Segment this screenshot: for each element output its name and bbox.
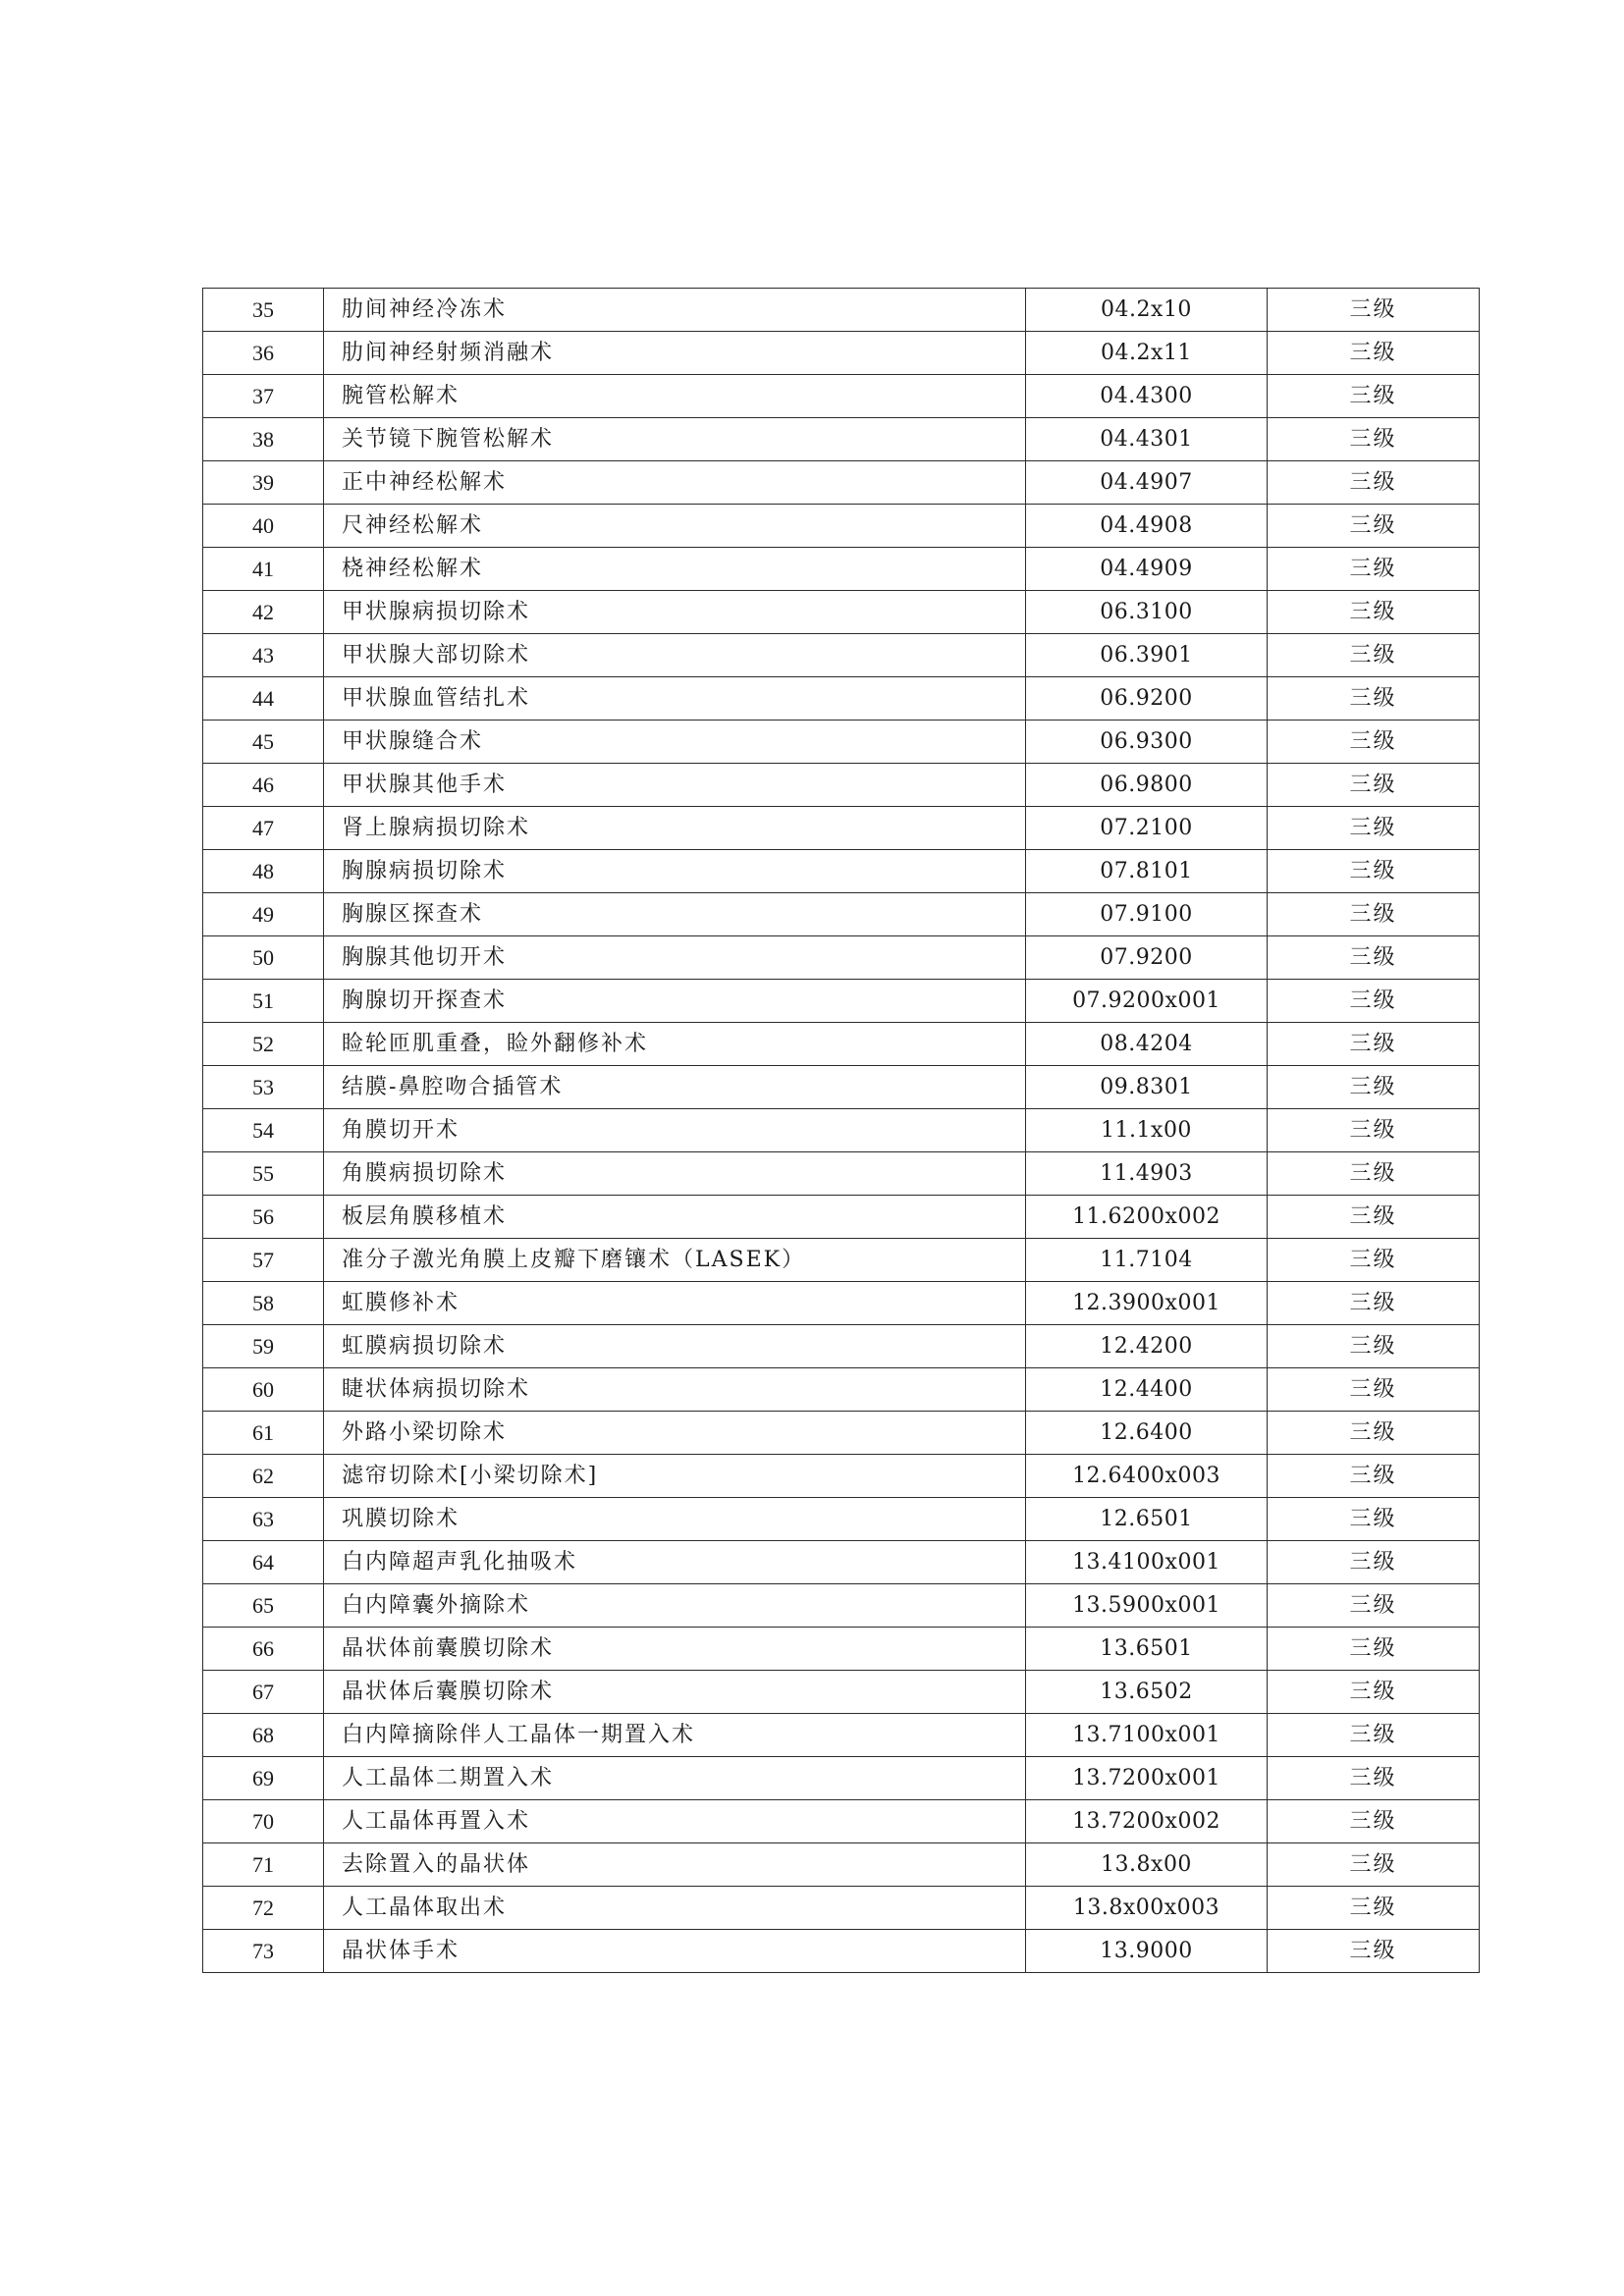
table-row bbox=[203, 1455, 1480, 1498]
procedure-name-cell: 肋间神经冷冻术 bbox=[324, 289, 1026, 332]
surgery-level-cell: 三级 bbox=[1268, 548, 1480, 591]
table-row bbox=[203, 1412, 1480, 1455]
surgery-level-cell: 三级 bbox=[1268, 461, 1480, 505]
surgery-level-cell: 三级 bbox=[1268, 980, 1480, 1023]
procedure-code-cell: 07.9200x001 bbox=[1026, 980, 1268, 1023]
surgery-level-cell: 三级 bbox=[1268, 1109, 1480, 1152]
table-row bbox=[203, 936, 1480, 980]
surgery-level-cell: 三级 bbox=[1268, 721, 1480, 764]
surgery-level-cell: 三级 bbox=[1268, 1066, 1480, 1109]
table-row bbox=[203, 1325, 1480, 1368]
surgery-level-cell: 三级 bbox=[1268, 1714, 1480, 1757]
procedure-code-cell: 08.4204 bbox=[1026, 1023, 1268, 1066]
table-row bbox=[203, 591, 1480, 634]
procedure-name-cell: 关节镜下腕管松解术 bbox=[324, 418, 1026, 461]
table-row bbox=[203, 893, 1480, 936]
surgery-level-cell: 三级 bbox=[1268, 677, 1480, 721]
procedure-code-cell: 11.7104 bbox=[1026, 1239, 1268, 1282]
procedure-name-cell: 正中神经松解术 bbox=[324, 461, 1026, 505]
surgery-level-cell: 三级 bbox=[1268, 1541, 1480, 1584]
procedure-name-cell: 胸腺病损切除术 bbox=[324, 850, 1026, 893]
table-row bbox=[203, 1671, 1480, 1714]
procedure-code-cell: 12.3900x001 bbox=[1026, 1282, 1268, 1325]
table-row bbox=[203, 850, 1480, 893]
procedure-code-cell: 07.8101 bbox=[1026, 850, 1268, 893]
table-row bbox=[203, 1196, 1480, 1239]
surgery-level-cell: 三级 bbox=[1268, 1282, 1480, 1325]
surgery-level-cell: 三级 bbox=[1268, 850, 1480, 893]
procedure-name-cell: 人工晶体取出术 bbox=[324, 1887, 1026, 1930]
table-row bbox=[203, 807, 1480, 850]
procedure-name-cell: 甲状腺血管结扎术 bbox=[324, 677, 1026, 721]
procedure-code-cell: 12.4400 bbox=[1026, 1368, 1268, 1412]
table-row bbox=[203, 289, 1480, 332]
procedure-name-cell: 人工晶体再置入术 bbox=[324, 1800, 1026, 1843]
procedure-code-cell: 13.9000 bbox=[1026, 1930, 1268, 1973]
surgery-level-cell: 三级 bbox=[1268, 1843, 1480, 1887]
procedure-name-cell: 板层角膜移植术 bbox=[324, 1196, 1026, 1239]
procedure-name-cell: 人工晶体二期置入术 bbox=[324, 1757, 1026, 1800]
surgery-level-cell: 三级 bbox=[1268, 1239, 1480, 1282]
procedure-code-cell: 07.9200 bbox=[1026, 936, 1268, 980]
row-number-cell: 67 bbox=[203, 1671, 324, 1714]
surgery-level-cell: 三级 bbox=[1268, 764, 1480, 807]
procedure-table-body bbox=[203, 289, 1480, 1973]
procedure-code-cell: 07.2100 bbox=[1026, 807, 1268, 850]
table-row bbox=[203, 1498, 1480, 1541]
surgery-level-cell: 三级 bbox=[1268, 1196, 1480, 1239]
table-row bbox=[203, 1152, 1480, 1196]
procedure-code-cell: 13.7200x001 bbox=[1026, 1757, 1268, 1800]
table-row bbox=[203, 721, 1480, 764]
procedure-code-cell: 12.4200 bbox=[1026, 1325, 1268, 1368]
table-row bbox=[203, 1282, 1480, 1325]
procedure-code-cell: 13.5900x001 bbox=[1026, 1584, 1268, 1628]
surgery-level-cell: 三级 bbox=[1268, 893, 1480, 936]
procedure-code-cell: 12.6501 bbox=[1026, 1498, 1268, 1541]
surgery-level-cell: 三级 bbox=[1268, 505, 1480, 548]
row-number-cell: 38 bbox=[203, 418, 324, 461]
procedure-code-cell: 13.6502 bbox=[1026, 1671, 1268, 1714]
row-number-cell: 66 bbox=[203, 1628, 324, 1671]
procedure-name-cell: 甲状腺病损切除术 bbox=[324, 591, 1026, 634]
procedure-name-cell: 虹膜修补术 bbox=[324, 1282, 1026, 1325]
surgery-level-cell: 三级 bbox=[1268, 634, 1480, 677]
row-number-cell: 62 bbox=[203, 1455, 324, 1498]
surgery-level-cell: 三级 bbox=[1268, 1325, 1480, 1368]
procedure-name-cell: 肾上腺病损切除术 bbox=[324, 807, 1026, 850]
procedure-table bbox=[202, 288, 1480, 1973]
procedure-name-cell: 晶状体后囊膜切除术 bbox=[324, 1671, 1026, 1714]
surgery-level-cell: 三级 bbox=[1268, 591, 1480, 634]
procedure-code-cell: 04.4908 bbox=[1026, 505, 1268, 548]
table-row bbox=[203, 1066, 1480, 1109]
row-number-cell: 50 bbox=[203, 936, 324, 980]
procedure-code-cell: 13.8x00 bbox=[1026, 1843, 1268, 1887]
procedure-name-cell: 睫状体病损切除术 bbox=[324, 1368, 1026, 1412]
procedure-code-cell: 13.6501 bbox=[1026, 1628, 1268, 1671]
procedure-name-cell: 白内障摘除伴人工晶体一期置入术 bbox=[324, 1714, 1026, 1757]
procedure-name-cell: 睑轮匝肌重叠，睑外翻修补术 bbox=[324, 1023, 1026, 1066]
procedure-code-cell: 04.4907 bbox=[1026, 461, 1268, 505]
row-number-cell: 35 bbox=[203, 289, 324, 332]
procedure-name-cell: 晶状体前囊膜切除术 bbox=[324, 1628, 1026, 1671]
table-row bbox=[203, 1843, 1480, 1887]
table-row bbox=[203, 418, 1480, 461]
row-number-cell: 36 bbox=[203, 332, 324, 375]
procedure-code-cell: 04.4301 bbox=[1026, 418, 1268, 461]
row-number-cell: 37 bbox=[203, 375, 324, 418]
procedure-code-cell: 06.9200 bbox=[1026, 677, 1268, 721]
procedure-code-cell: 04.2x11 bbox=[1026, 332, 1268, 375]
procedure-code-cell: 04.2x10 bbox=[1026, 289, 1268, 332]
surgery-level-cell: 三级 bbox=[1268, 1671, 1480, 1714]
table-row bbox=[203, 1368, 1480, 1412]
row-number-cell: 68 bbox=[203, 1714, 324, 1757]
table-row bbox=[203, 1628, 1480, 1671]
surgery-level-cell: 三级 bbox=[1268, 418, 1480, 461]
procedure-name-cell: 胸腺区探查术 bbox=[324, 893, 1026, 936]
table-row bbox=[203, 764, 1480, 807]
procedure-name-cell: 腕管松解术 bbox=[324, 375, 1026, 418]
surgery-level-cell: 三级 bbox=[1268, 1887, 1480, 1930]
table-row bbox=[203, 1757, 1480, 1800]
row-number-cell: 64 bbox=[203, 1541, 324, 1584]
procedure-code-cell: 06.9800 bbox=[1026, 764, 1268, 807]
procedure-name-cell: 滤帘切除术[小梁切除术] bbox=[324, 1455, 1026, 1498]
procedure-name-cell: 肋间神经射频消融术 bbox=[324, 332, 1026, 375]
surgery-level-cell: 三级 bbox=[1268, 1368, 1480, 1412]
surgery-level-cell: 三级 bbox=[1268, 1757, 1480, 1800]
procedure-code-cell: 04.4909 bbox=[1026, 548, 1268, 591]
table-row bbox=[203, 1239, 1480, 1282]
table-row bbox=[203, 1109, 1480, 1152]
surgery-level-cell: 三级 bbox=[1268, 332, 1480, 375]
surgery-level-cell: 三级 bbox=[1268, 1930, 1480, 1973]
surgery-level-cell: 三级 bbox=[1268, 1152, 1480, 1196]
surgery-level-cell: 三级 bbox=[1268, 1023, 1480, 1066]
table-row bbox=[203, 634, 1480, 677]
procedure-name-cell: 胸腺切开探查术 bbox=[324, 980, 1026, 1023]
procedure-name-cell: 外路小梁切除术 bbox=[324, 1412, 1026, 1455]
procedure-code-cell: 11.1x00 bbox=[1026, 1109, 1268, 1152]
procedure-code-cell: 09.8301 bbox=[1026, 1066, 1268, 1109]
row-number-cell: 47 bbox=[203, 807, 324, 850]
procedure-name-cell: 虹膜病损切除术 bbox=[324, 1325, 1026, 1368]
table-row bbox=[203, 548, 1480, 591]
procedure-code-cell: 06.9300 bbox=[1026, 721, 1268, 764]
procedure-name-cell: 白内障囊外摘除术 bbox=[324, 1584, 1026, 1628]
table-row bbox=[203, 1800, 1480, 1843]
row-number-cell: 61 bbox=[203, 1412, 324, 1455]
row-number-cell: 40 bbox=[203, 505, 324, 548]
table-row bbox=[203, 332, 1480, 375]
procedure-name-cell: 角膜切开术 bbox=[324, 1109, 1026, 1152]
procedure-code-cell: 11.6200x002 bbox=[1026, 1196, 1268, 1239]
procedure-code-cell: 13.7100x001 bbox=[1026, 1714, 1268, 1757]
row-number-cell: 43 bbox=[203, 634, 324, 677]
row-number-cell: 41 bbox=[203, 548, 324, 591]
procedure-name-cell: 胸腺其他切开术 bbox=[324, 936, 1026, 980]
surgery-level-cell: 三级 bbox=[1268, 375, 1480, 418]
table-row bbox=[203, 1541, 1480, 1584]
row-number-cell: 48 bbox=[203, 850, 324, 893]
procedure-name-cell: 角膜病损切除术 bbox=[324, 1152, 1026, 1196]
row-number-cell: 72 bbox=[203, 1887, 324, 1930]
row-number-cell: 57 bbox=[203, 1239, 324, 1282]
row-number-cell: 45 bbox=[203, 721, 324, 764]
procedure-code-cell: 06.3901 bbox=[1026, 634, 1268, 677]
row-number-cell: 49 bbox=[203, 893, 324, 936]
procedure-code-cell: 06.3100 bbox=[1026, 591, 1268, 634]
procedure-code-cell: 12.6400x003 bbox=[1026, 1455, 1268, 1498]
row-number-cell: 59 bbox=[203, 1325, 324, 1368]
procedure-name-cell: 甲状腺其他手术 bbox=[324, 764, 1026, 807]
table-row bbox=[203, 375, 1480, 418]
row-number-cell: 39 bbox=[203, 461, 324, 505]
procedure-code-cell: 12.6400 bbox=[1026, 1412, 1268, 1455]
row-number-cell: 54 bbox=[203, 1109, 324, 1152]
procedure-name-cell: 去除置入的晶状体 bbox=[324, 1843, 1026, 1887]
surgery-level-cell: 三级 bbox=[1268, 1498, 1480, 1541]
procedure-code-cell: 04.4300 bbox=[1026, 375, 1268, 418]
surgery-level-cell: 三级 bbox=[1268, 807, 1480, 850]
table-row bbox=[203, 677, 1480, 721]
table-row bbox=[203, 1584, 1480, 1628]
surgery-level-cell: 三级 bbox=[1268, 1455, 1480, 1498]
table-row bbox=[203, 505, 1480, 548]
row-number-cell: 70 bbox=[203, 1800, 324, 1843]
row-number-cell: 53 bbox=[203, 1066, 324, 1109]
procedure-name-cell: 结膜-鼻腔吻合插管术 bbox=[324, 1066, 1026, 1109]
row-number-cell: 73 bbox=[203, 1930, 324, 1973]
table-row bbox=[203, 1930, 1480, 1973]
row-number-cell: 71 bbox=[203, 1843, 324, 1887]
table-row bbox=[203, 1714, 1480, 1757]
row-number-cell: 42 bbox=[203, 591, 324, 634]
table-row bbox=[203, 1887, 1480, 1930]
row-number-cell: 63 bbox=[203, 1498, 324, 1541]
surgery-level-cell: 三级 bbox=[1268, 936, 1480, 980]
row-number-cell: 44 bbox=[203, 677, 324, 721]
surgery-level-cell: 三级 bbox=[1268, 1628, 1480, 1671]
surgery-level-cell: 三级 bbox=[1268, 1584, 1480, 1628]
procedure-name-cell: 桡神经松解术 bbox=[324, 548, 1026, 591]
surgery-level-cell: 三级 bbox=[1268, 289, 1480, 332]
row-number-cell: 51 bbox=[203, 980, 324, 1023]
row-number-cell: 46 bbox=[203, 764, 324, 807]
row-number-cell: 65 bbox=[203, 1584, 324, 1628]
procedure-name-cell: 甲状腺大部切除术 bbox=[324, 634, 1026, 677]
procedure-name-cell: 巩膜切除术 bbox=[324, 1498, 1026, 1541]
table-row bbox=[203, 461, 1480, 505]
row-number-cell: 56 bbox=[203, 1196, 324, 1239]
row-number-cell: 52 bbox=[203, 1023, 324, 1066]
procedure-name-cell: 尺神经松解术 bbox=[324, 505, 1026, 548]
procedure-name-cell: 白内障超声乳化抽吸术 bbox=[324, 1541, 1026, 1584]
row-number-cell: 69 bbox=[203, 1757, 324, 1800]
row-number-cell: 58 bbox=[203, 1282, 324, 1325]
row-number-cell: 60 bbox=[203, 1368, 324, 1412]
table-row bbox=[203, 1023, 1480, 1066]
procedure-name-cell: 甲状腺缝合术 bbox=[324, 721, 1026, 764]
procedure-name-cell: 准分子激光角膜上皮瓣下磨镶术（LASEK） bbox=[324, 1239, 1026, 1282]
procedure-code-cell: 07.9100 bbox=[1026, 893, 1268, 936]
table-row bbox=[203, 980, 1480, 1023]
surgery-level-cell: 三级 bbox=[1268, 1412, 1480, 1455]
procedure-code-cell: 13.7200x002 bbox=[1026, 1800, 1268, 1843]
procedure-name-cell: 晶状体手术 bbox=[324, 1930, 1026, 1973]
procedure-code-cell: 11.4903 bbox=[1026, 1152, 1268, 1196]
row-number-cell: 55 bbox=[203, 1152, 324, 1196]
procedure-code-cell: 13.4100x001 bbox=[1026, 1541, 1268, 1584]
surgery-level-cell: 三级 bbox=[1268, 1800, 1480, 1843]
procedure-code-cell: 13.8x00x003 bbox=[1026, 1887, 1268, 1930]
